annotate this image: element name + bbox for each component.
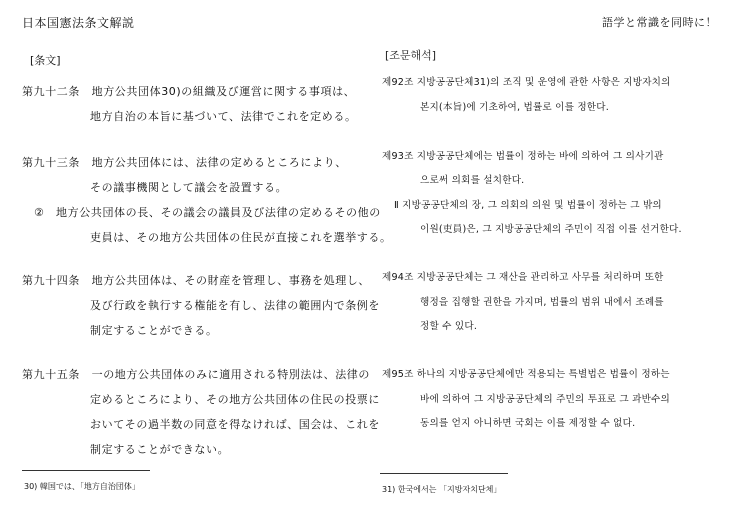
document-subtitle: 語学と常識を同時に！ xyxy=(602,16,717,29)
translation-94-line-2: 행정을 집행할 권한을 가지며, 법률의 범위 내에서 조례를 xyxy=(420,297,664,308)
article-93-para2-line-1: ② 地方公共団体の長、その議会の議員及び法律の定めるその他の xyxy=(34,206,381,219)
footnote-divider-left xyxy=(22,470,150,471)
article-95-line-1: 第九十五条 一の地方公共団体のみに適用される特別法は、法律の xyxy=(22,368,370,381)
footnote-31: 31) 한국에서는 「지방자치단체」 xyxy=(382,485,502,494)
article-93-para2-line-2: 吏員は、その地方公共団体の住民が直接これを選挙する。 xyxy=(90,231,392,244)
article-95-line-2: 定めるところにより、その地方公共団体の住民の投票に xyxy=(90,393,380,406)
footnote-30: 30) 韓国では、「地方自治団体」 xyxy=(24,482,140,491)
section-label-articles: [条文] xyxy=(30,54,61,67)
article-92-line-2: 地方自治の本旨に基づいて、法律でこれを定める。 xyxy=(90,110,357,123)
translation-92-line-2: 본지(本旨)에 기초하여, 법률로 이를 정한다. xyxy=(420,102,609,113)
article-95-line-4: 制定することができない。 xyxy=(90,443,230,456)
article-95-line-3: おいてその過半数の同意を得なければ、国会は、これを xyxy=(90,418,380,431)
translation-93-line-1: 제93조 지방공공단체에는 법률이 정하는 바에 의하여 그 의사기관 xyxy=(382,151,664,162)
footnote-divider-right xyxy=(380,473,508,474)
translation-93-para2-line-1: Ⅱ 지방공공단체의 장, 그 의회의 의원 및 법률이 정하는 그 밖의 xyxy=(394,200,662,211)
article-92-line-1: 第九十二条 地方公共団体30)の組織及び運営に関する事項は、 xyxy=(22,85,356,98)
translation-95-line-1: 제95조 하나의 지방공공단체에만 적용되는 특별법은 법률이 정하는 xyxy=(382,369,670,380)
translation-93-para2-line-2: 이원(吏員)은, 그 지방공공단체의 주민이 직접 이를 선거한다. xyxy=(420,224,682,235)
document-title: 日本国憲法条文解説 xyxy=(22,16,135,30)
translation-94-line-1: 제94조 지방공공단체는 그 재산을 관리하고 사무를 처리하며 또한 xyxy=(382,272,664,283)
article-94-line-2: 及び行政を執行する権能を有し、法律の範囲内で条例を xyxy=(90,299,380,312)
translation-95-line-3: 동의를 얻지 아니하면 국회는 이를 제정할 수 없다. xyxy=(420,418,636,429)
section-label-translation: [조문해석] xyxy=(385,49,437,62)
translation-94-line-3: 정할 수 있다. xyxy=(420,321,478,332)
article-93-line-1: 第九十三条 地方公共団体には、法律の定めるところにより、 xyxy=(22,156,347,169)
translation-93-line-2: 으로써 의회를 설치한다. xyxy=(420,175,525,186)
translation-95-line-2: 바에 의하여 그 지방공공단체의 주민의 투표로 그 과반수의 xyxy=(420,394,670,405)
article-94-line-3: 制定することができる。 xyxy=(90,324,218,337)
translation-92-line-1: 제92조 지방공공단체31)의 조직 및 운영에 관한 사항은 지방자치의 xyxy=(382,77,671,88)
article-94-line-1: 第九十四条 地方公共団体は、その財産を管理し、事務を処理し、 xyxy=(22,274,370,287)
article-93-line-2: その議事機関として議会を設置する。 xyxy=(90,181,288,194)
